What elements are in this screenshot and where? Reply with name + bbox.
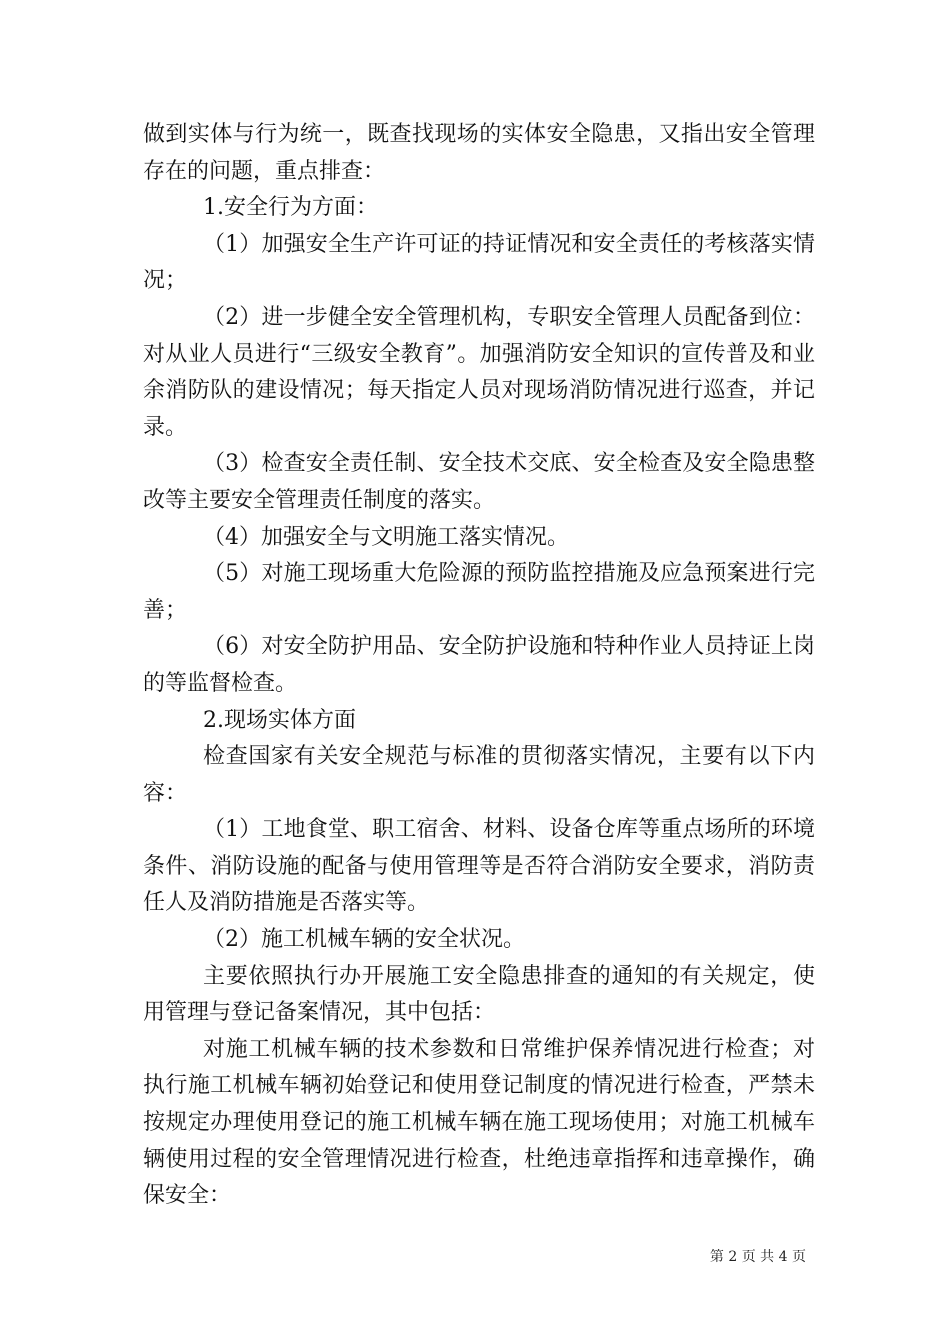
- section-heading: 2.现场实体方面: [203, 707, 356, 733]
- list-item: （4）加强安全与文明施工落实情况。: [203, 524, 569, 550]
- paragraph: 对施工机械车辆的技术参数和日常维护保养情况进行检查；对执行施工机械车辆初始登记和使用登记制度的情况进行检查，严禁未按规定办理使用登记的施工机械车辆在施工现场使用；对施工机械车辆使用过程的安全管理情况进行检查，杜绝违章指挥和违章操作，确保安全：: [143, 1036, 815, 1209]
- list-item: （1）工地食堂、职工宿舍、材料、设备仓库等重点场所的环境条件、消防设施的配备与使用管理等是否符合消防安全要求，消防责任人及消防措施是否落实等。: [143, 817, 815, 916]
- document-body: [143, 117, 815, 1215]
- paragraph: 做到实体与行为统一，既查找现场的实体安全隐患，又指出安全管理存在的问题，重点排查：: [143, 122, 815, 184]
- list-item: （2）进一步健全安全管理机构，专职安全管理人员配备到位：对从业人员进行“三级安全教育”。加强消防安全知识的宣传普及和业余消防队的建设情况；每天指定人员对现场消防情况进行巡查，并记录。: [143, 304, 815, 440]
- page-number: 第 2 页 共 4 页: [709, 1249, 806, 1265]
- list-item: （6）对安全防护用品、安全防护设施和特种作业人员持证上岗的等监督检查。: [143, 634, 815, 696]
- list-item: （1）加强安全生产许可证的持证情况和安全责任的考核落实情况；: [143, 231, 815, 294]
- paragraph: 主要依照执行办开展施工安全隐患排查的通知的有关规定，使用管理与登记备案情况，其中包括：: [143, 963, 815, 1026]
- list-item: （2）施工机械车辆的安全状况。: [203, 927, 525, 953]
- section-heading: 1.安全行为方面：: [203, 195, 378, 221]
- paragraph: 检查国家有关安全规范与标准的贯彻落实情况，主要有以下内容：: [143, 744, 815, 806]
- list-item: （5）对施工现场重大危险源的预防监控措施及应急预案进行完善；: [143, 561, 815, 623]
- list-item: （3）检查安全责任制、安全技术交底、安全检查及安全隐患整改等主要安全管理责任制度的落实。: [143, 451, 815, 513]
